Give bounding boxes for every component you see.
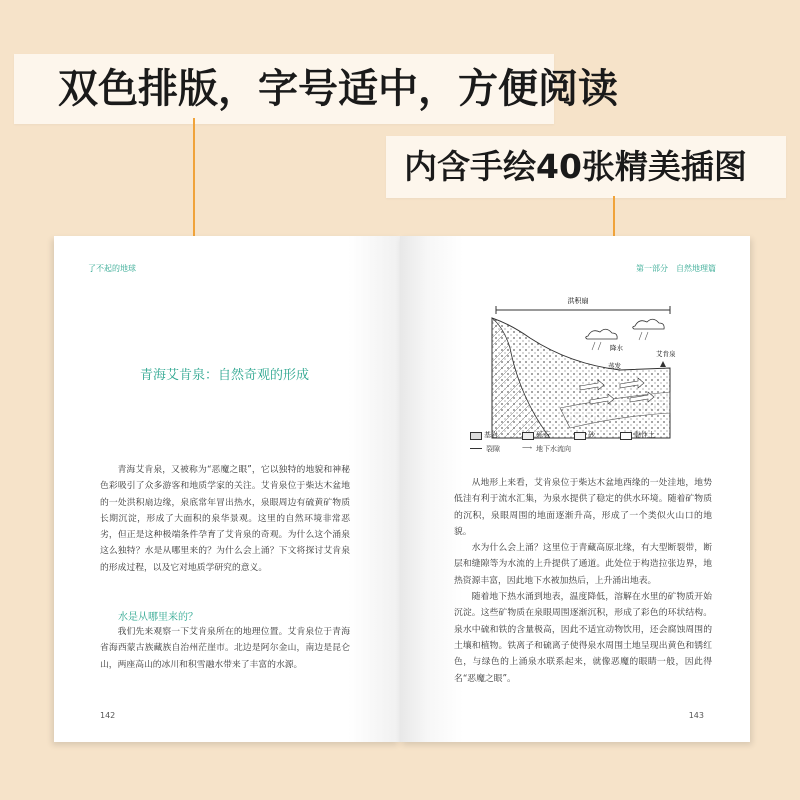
fig-label-alluvial-fan: 洪积扇	[567, 297, 589, 305]
section-title: 青海艾肯泉：自然奇观的形成	[140, 368, 310, 383]
headline-two-color-layout: 双色排版，字号适中，方便阅读	[14, 54, 554, 124]
right-paragraph-3: 随着地下热水涌到地表，温度降低，溶解在水里的矿物质开始沉淀。这些矿物质在泉眼周围逐渐沉积，形成了彩色的环状结构。泉水中硫和铁的含量极高，因此不适宜动物饮用，还会腐蚀周围的土壤和植物。铁离子和硫离子使得泉水周围土地呈现出黄色和锈红色，与绿色的上涌泉水联系起来，就像恶魔的眼睛一般，因此得名“恶魔之眼”。	[454, 592, 712, 684]
right-running-head: 第一部分 自然地理篇	[636, 264, 716, 273]
left-paragraph-2	[100, 624, 350, 673]
legend-bedrock: 基岩	[484, 431, 498, 439]
headline-illustrations: 内含手绘40张精美插图	[386, 136, 786, 198]
right-paragraph-2: 水为什么会上涌？这里位于青藏高原北缘，有大型断裂带，断层和缝隙等为水流的上升提供了通道。此处位于构造拉张边界，地热资源丰富，因此地下水被加热后，上升涌出地表。	[454, 543, 712, 586]
subheading: 水是从哪里来的？	[118, 612, 198, 623]
right-page-number: 143	[688, 711, 704, 720]
left-paragraph-1	[100, 462, 350, 576]
svg-text:艾肯泉: 艾肯泉	[656, 350, 676, 358]
svg-text:降水: 降水	[610, 344, 623, 352]
right-paragraph-1: 从地形上来看，艾肯泉位于柴达木盆地西缘的一处洼地，地势低洼有利于流水汇集，为泉水提供了稳定的供水环境。随着矿物质的沉积，泉眼周围的地面逐渐升高，形成了一个类似火山口的地貌。	[454, 478, 712, 537]
left-paragraph-1-text: 青海艾肯泉，又被称为“恶魔之眼”，它以独特的地貌和神秘色彩吸引了众多游客和地质学家的关注。艾肯泉位于柴达木盆地的一处洪积扇边缘，泉底常年冒出热水，泉眼周边有硫黄矿物质长期沉淀，形成了大面积的泉华景观。这里的自然环境非常恶劣，但正是这种极端条件孕育了艾肯泉的奇观。为什么这个涌泉这么独特？水是从哪里来的？为什么会上涌？下文将探讨艾肯泉的形成过程，以及它对地质学研究的意义。	[100, 465, 350, 573]
legend-clay: 黏性土	[634, 431, 655, 439]
legend-flow: 地下水流向	[536, 445, 571, 453]
svg-text:蒸发: 蒸发	[608, 362, 621, 370]
left-running-head: 了不起的地球	[88, 264, 136, 273]
legend-gravel: 砾石	[536, 431, 550, 439]
figure-legend: 基岩 砾石 砂 黏性土 裂隙 ⟶ 地下水流向	[470, 432, 710, 462]
legend-fault: 裂隙	[486, 445, 500, 453]
right-page	[400, 236, 750, 742]
legend-sand: 砂	[588, 431, 595, 439]
open-book	[54, 236, 750, 742]
left-page	[54, 236, 400, 742]
left-paragraph-2-text: 我们先来观察一下艾肯泉所在的地理位置。艾肯泉位于青海省海西蒙古族藏族自治州茫崖市。北边是阿尔金山，南边是昆仑山，两座高山的冰川和积雪融水带来了丰富的水源。	[100, 627, 350, 670]
right-body	[454, 475, 712, 687]
left-page-number: 142	[100, 711, 116, 720]
